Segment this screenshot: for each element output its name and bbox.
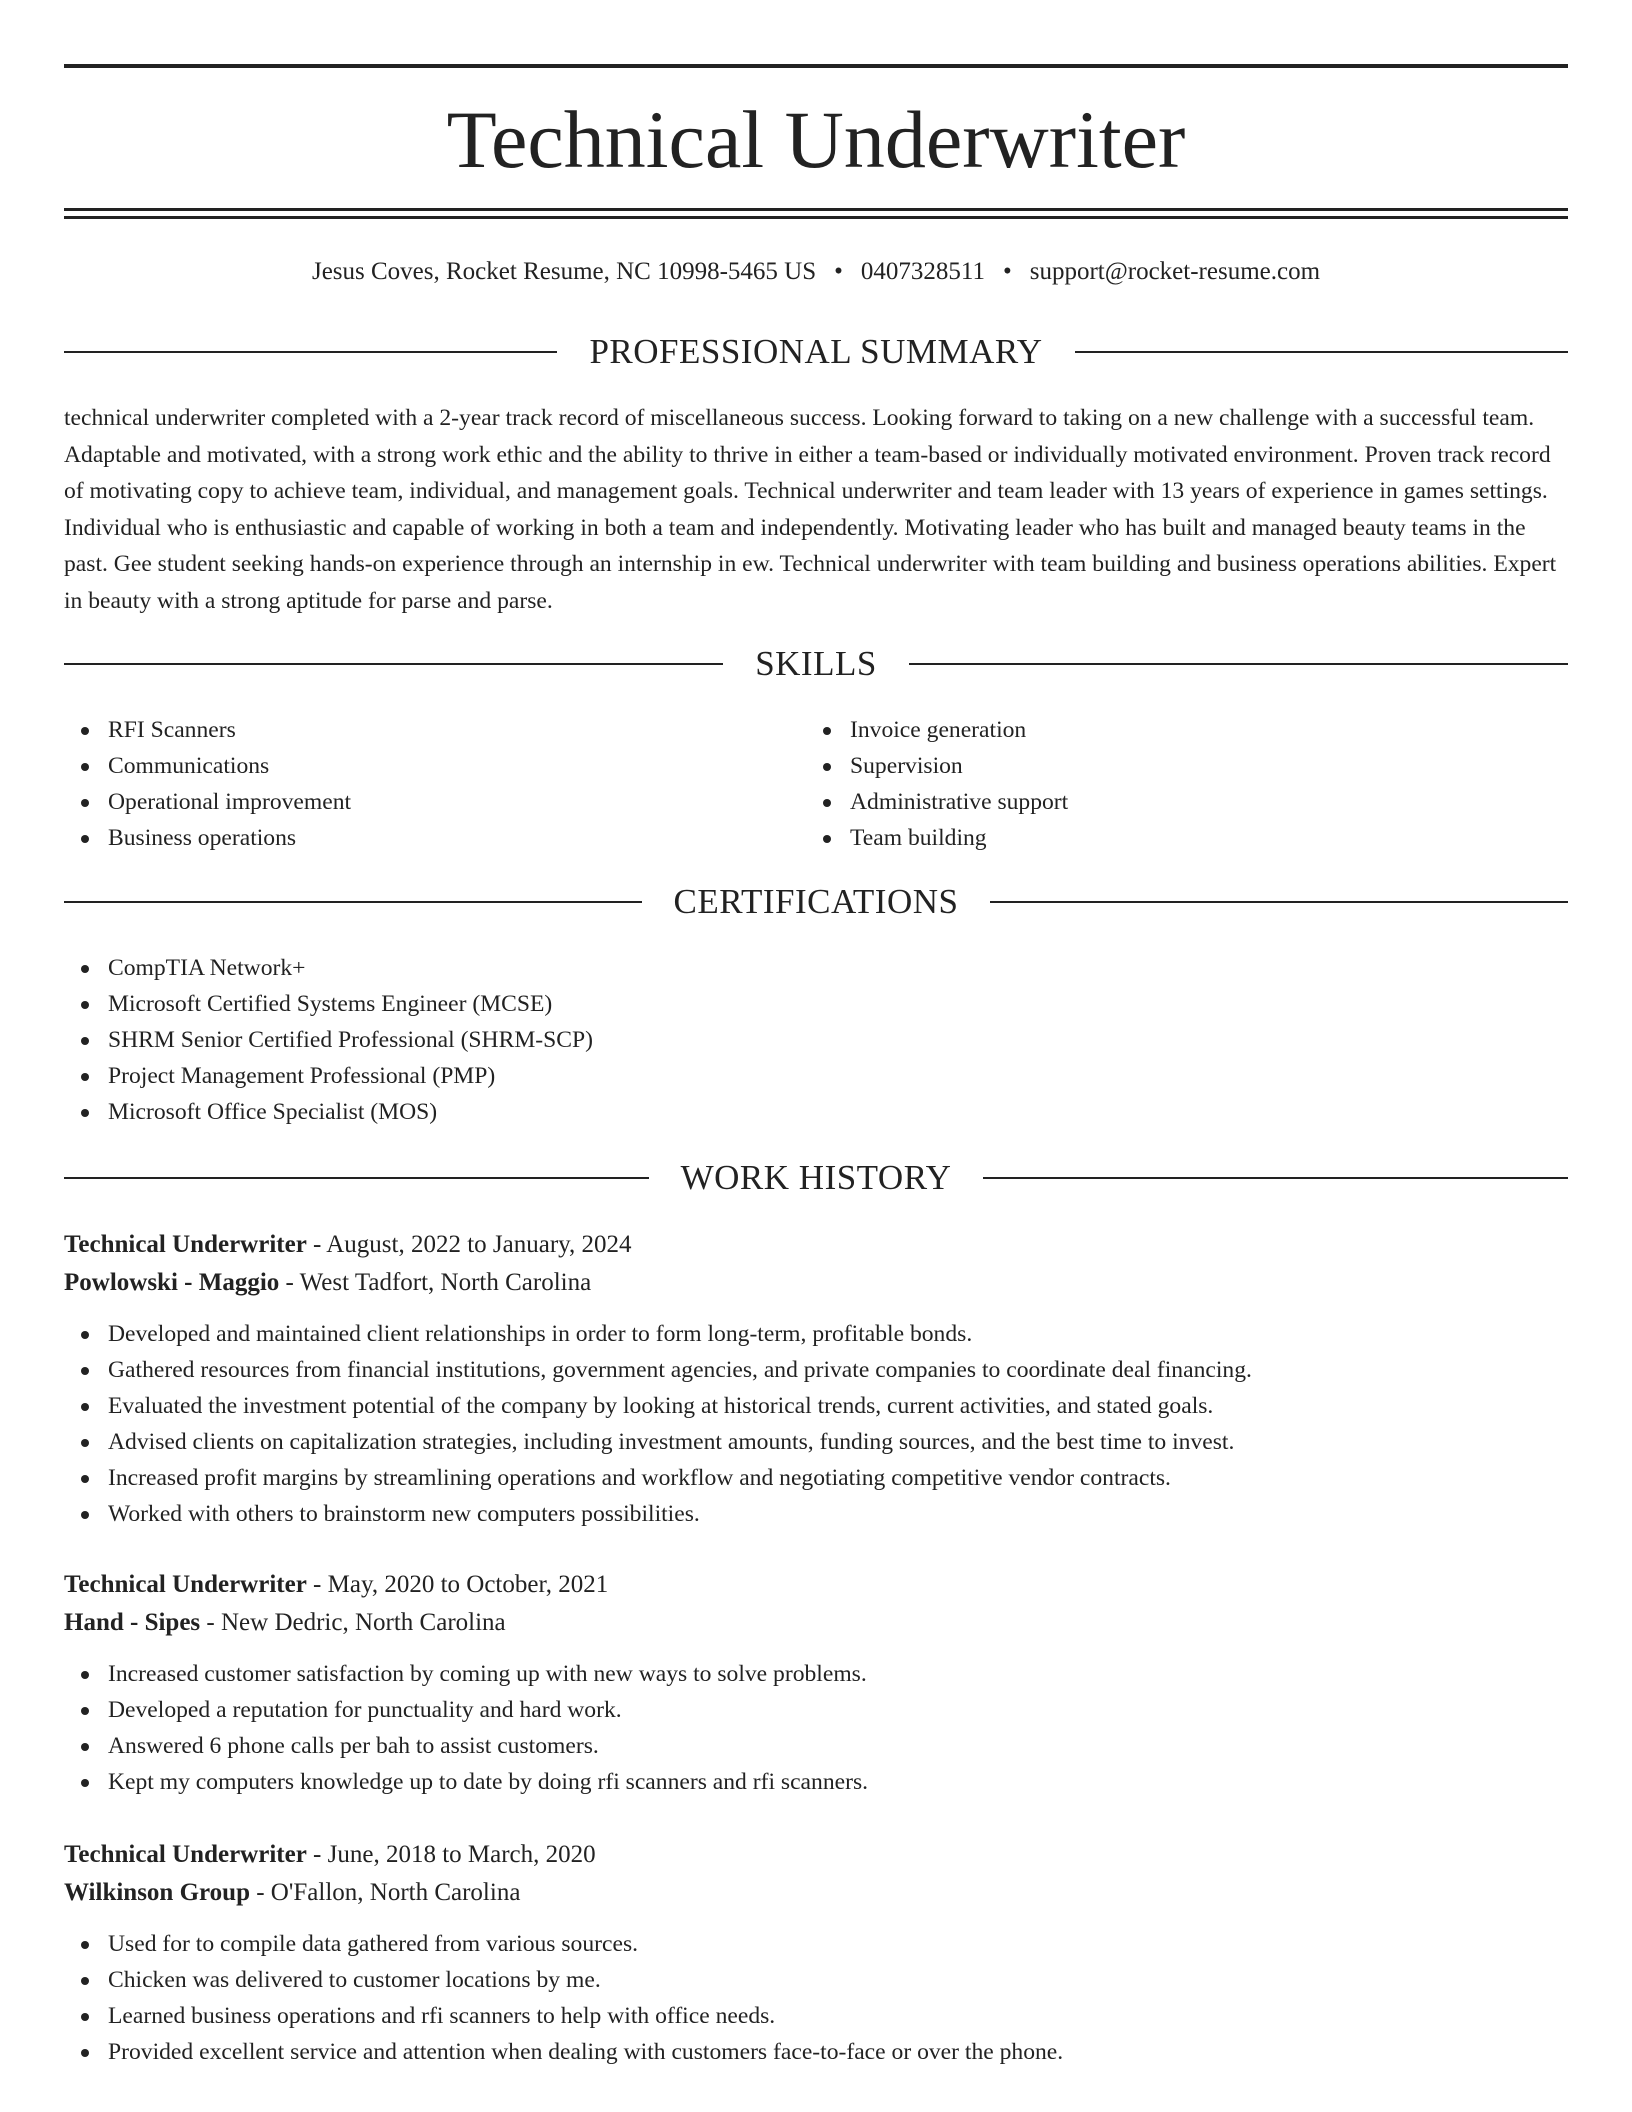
job-location: - New Dedric, North Carolina (200, 1609, 506, 1636)
certification-item: Microsoft Certified Systems Engineer (MCSE) (64, 986, 1064, 1022)
job-entry (64, 1836, 1568, 2070)
top-rule (64, 64, 1568, 68)
contact-separator: • (1002, 258, 1012, 285)
job-bullet: Chicken was delivered to customer locations by me. (64, 1962, 1568, 1998)
job-bullet: Kept my computers knowledge up to date by doing rfi scanners and rfi scanners. (64, 1764, 1568, 1800)
heading-rule-right (909, 663, 1568, 665)
job-entry (64, 1226, 1568, 1532)
job-bullet: Advised clients on capitalization strategies, including investment amounts, funding sources, and the best time to invest. (64, 1424, 1568, 1460)
skill-item: Supervision (806, 748, 1506, 784)
contact-line (64, 254, 1568, 290)
job-bullets (64, 1656, 1568, 1800)
job-company: Powlowski - Maggio (64, 1269, 280, 1296)
job-bullet: Provided excellent service and attention when dealing with customers face-to-face or over the phone. (64, 2034, 1568, 2070)
job-dates: - May, 2020 to October, 2021 (306, 1571, 609, 1598)
job-bullet: Evaluated the investment potential of the company by looking at historical trends, current activities, and stated goals. (64, 1388, 1568, 1424)
job-bullet: Worked with others to brainstorm new computers possibilities. (64, 1496, 1568, 1532)
job-bullets (64, 1926, 1568, 2070)
heading-rule-left (64, 351, 557, 353)
job-location: - O'Fallon, North Carolina (249, 1879, 521, 1906)
job-title-line (64, 1836, 1568, 1874)
page-title: Technical Underwriter (446, 94, 1186, 185)
section-heading-work-history (64, 1156, 1568, 1200)
job-company: Hand - Sipes (64, 1609, 201, 1636)
job-bullet: Learned business operations and rfi scanners to help with office needs. (64, 1998, 1568, 2034)
job-bullet: Gathered resources from financial institutions, government agencies, and private companies to coordinate deal financing. (64, 1352, 1568, 1388)
job-location: - West Tadfort, North Carolina (279, 1269, 592, 1296)
job-company-line (64, 1874, 1568, 1912)
skill-item: Communications (64, 748, 764, 784)
job-bullets (64, 1316, 1568, 1532)
section-heading-label: PROFESSIONAL SUMMARY (589, 332, 1043, 371)
job-bullet: Developed and maintained client relationships in order to form long-term, profitable bonds. (64, 1316, 1568, 1352)
heading-rule-left (64, 663, 723, 665)
skill-item: RFI Scanners (64, 712, 764, 748)
job-title: Technical Underwriter (64, 1231, 307, 1258)
summary-text: technical underwriter completed with a 2-year track record of miscellaneous success. Looking forward to taking on a new challenge with a successful team. Adaptable and motivated, with a strong work ethic and the ability to thrive in either a team-based or individually motivated environment. Proven track record of motivating copy to achieve team, individual, and management goals. Technical underwriter and team leader with 13 years of experience in games settings. Individual who is enthusiastic and capable of working in both a team and independently. Motivating leader who has built and managed beauty teams in the past. Gee student seeking hands-on experience through an internship in ew. Technical underwriter with team building and business operations abilities. Expert in beauty with a strong aptitude for parse and parse. (64, 405, 1557, 614)
heading-rule-right (983, 1177, 1568, 1179)
certification-item: Microsoft Office Specialist (MOS) (64, 1094, 1064, 1130)
section-heading-label: WORK HISTORY (680, 1158, 952, 1197)
job-company: Wilkinson Group (64, 1879, 250, 1906)
certification-item: Project Management Professional (PMP) (64, 1058, 1064, 1094)
heading-rule-right (990, 901, 1568, 903)
heading-rule-left (64, 901, 642, 903)
section-heading-skills (64, 642, 1568, 686)
contact-address: Jesus Coves, Rocket Resume, NC 10998-5465 US (311, 258, 817, 285)
skills-list-left (64, 712, 764, 856)
heading-rule-right (1075, 351, 1568, 353)
job-title-line (64, 1226, 1568, 1264)
job-company-line (64, 1604, 1568, 1642)
job-dates: - August, 2022 to January, 2024 (306, 1231, 632, 1258)
section-heading-summary (64, 330, 1568, 374)
skill-item: Team building (806, 820, 1506, 856)
skill-item: Business operations (64, 820, 764, 856)
skill-item: Administrative support (806, 784, 1506, 820)
job-bullet: Used for to compile data gathered from various sources. (64, 1926, 1568, 1962)
heading-rule-left (64, 1177, 649, 1179)
job-title-line (64, 1566, 1568, 1604)
job-entry (64, 1566, 1568, 1800)
certifications-list (64, 950, 1064, 1130)
job-bullet: Increased customer satisfaction by coming up with new ways to solve problems. (64, 1656, 1568, 1692)
contact-phone: 0407328511 (860, 258, 985, 285)
title-rule-upper (64, 208, 1568, 211)
job-bullet: Answered 6 phone calls per bah to assist customers. (64, 1728, 1568, 1764)
job-title: Technical Underwriter (64, 1571, 307, 1598)
skill-item: Invoice generation (806, 712, 1506, 748)
contact-separator: • (834, 258, 843, 285)
section-heading-certifications (64, 880, 1568, 924)
section-heading-label: CERTIFICATIONS (673, 882, 959, 921)
skill-item: Operational improvement (64, 784, 764, 820)
job-title: Technical Underwriter (64, 1841, 307, 1868)
certification-item: SHRM Senior Certified Professional (SHRM-SCP) (64, 1022, 1064, 1058)
contact-email: support@rocket-resume.com (1029, 258, 1321, 285)
title-rule-lower (64, 216, 1568, 219)
job-bullet: Developed a reputation for punctuality and hard work. (64, 1692, 1568, 1728)
job-bullet: Increased profit margins by streamlining operations and workflow and negotiating competitive vendor contracts. (64, 1460, 1568, 1496)
section-heading-label: SKILLS (755, 644, 877, 683)
job-dates: - June, 2018 to March, 2020 (306, 1841, 596, 1868)
skills-list-right (806, 712, 1506, 856)
certification-item: CompTIA Network+ (64, 950, 1064, 986)
job-company-line (64, 1264, 1568, 1302)
